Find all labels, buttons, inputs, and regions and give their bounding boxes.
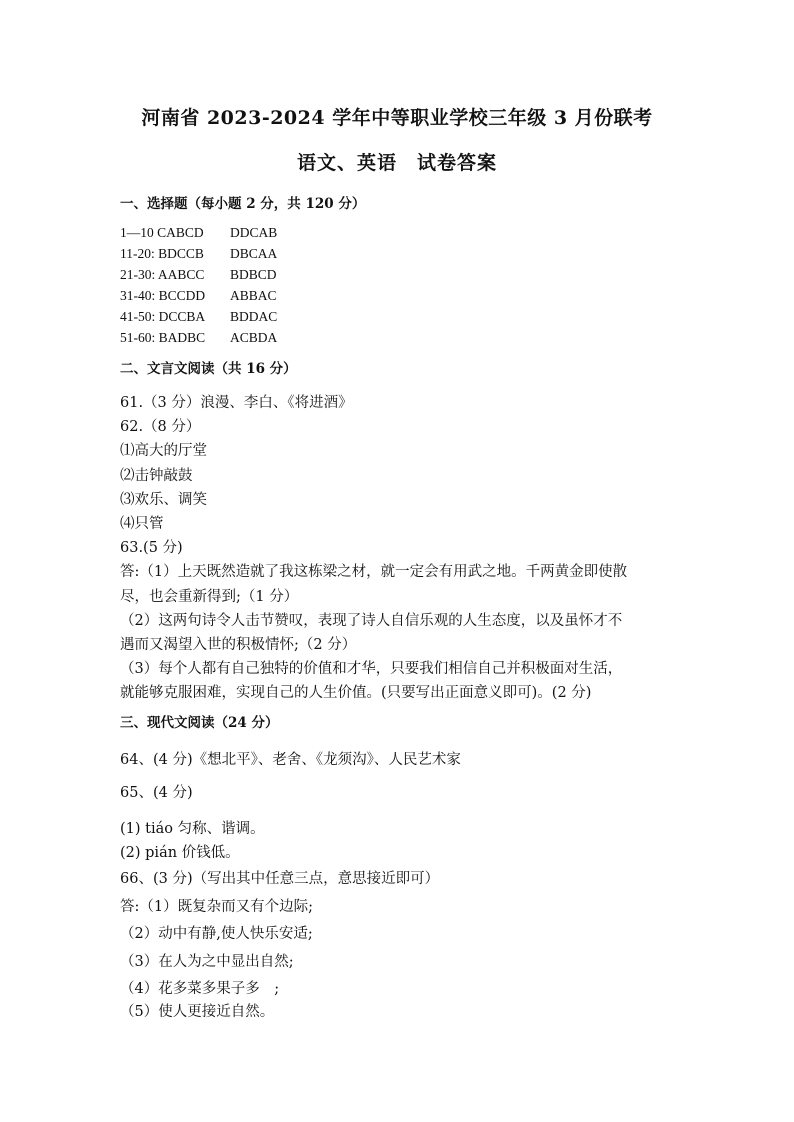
- answer-line: （4）花多菜多果子多 ;: [120, 981, 280, 997]
- section-heading-modern-reading: 三、现代文阅读（24 分）: [120, 715, 279, 731]
- answer-line: （2）动中有静,使人快乐安适;: [120, 926, 313, 942]
- answer-line-q64: 64、(4 分)《想北平》、老舍、《龙须沟》、人民艺术家: [120, 752, 461, 768]
- answer-row: 21-30: AABCC BDBCD: [120, 267, 277, 282]
- answer-row: 51-60: BADBC ACBDA: [120, 330, 278, 345]
- answer-line: 就能够克服困难，实现自己的人生价值。(只要写出正面意义即可)。(2 分): [120, 685, 592, 702]
- section-heading-multiple-choice: 一、选择题（每小题 2 分，共 120 分）: [120, 196, 366, 212]
- answer-line: 答:（1）上天既然造就了我这栋梁之材，就一定会有用武之地。千两黄金即使散: [120, 564, 628, 581]
- answer-line-q65: 65、(4 分): [120, 785, 193, 801]
- answer-line-q65-1: (1) tiáo 匀称、谐调。: [120, 821, 265, 837]
- answer-row: 41-50: DCCBA BDDAC: [120, 309, 278, 324]
- answer-row: 11-20: BDCCB DBCAA: [120, 246, 278, 261]
- answer-line: （2）这两句诗令人击节赞叹，表现了诗人自信乐观的人生态度，以及虽怀才不: [120, 612, 623, 629]
- answer-line: 遇而又渴望入世的积极情怀;（2 分）: [120, 636, 357, 653]
- section-heading-classical-reading: 二、文言文阅读（共 16 分）: [120, 361, 297, 377]
- multiple-choice-answers: [120, 222, 277, 348]
- answer-line-q66: 66、(3 分)（写出其中任意三点，意思接近即可）: [120, 871, 440, 887]
- page-title: 河南省 2023-2024 学年中等职业学校三年级 3 月份联考: [141, 107, 653, 129]
- answer-line: 63.(5 分): [120, 540, 183, 557]
- answer-line: ⑷只管: [120, 515, 164, 532]
- answer-line-q65-2: (2) pián 价钱低。: [120, 845, 240, 861]
- page-subtitle: 语文、英语 试卷答案: [296, 152, 497, 174]
- answer-line: ⑴高大的厅堂: [120, 443, 207, 460]
- answer-line: （3）每个人都有自己独特的价值和才华，只要我们相信自己并积极面对生活，: [120, 661, 623, 678]
- answer-line: （3）在人为之中显出自然;: [120, 954, 294, 970]
- answer-line: 尽，也会重新得到;（1 分）: [120, 588, 299, 605]
- answer-row: 31-40: BCCDD ABBAC: [120, 288, 277, 303]
- answer-line: ⑵击钟敲鼓: [120, 467, 193, 484]
- answer-row: 1—10 CABCD DDCAB: [120, 225, 278, 240]
- answer-line: 62.（8 分）: [120, 419, 201, 436]
- answer-line: ⑶欢乐、调笑: [120, 491, 207, 508]
- answer-line: （5）使人更接近自然。: [120, 1004, 275, 1020]
- classical-reading-answers: [120, 391, 680, 705]
- answer-line: 答:（1）既复杂而又有个边际;: [120, 899, 313, 915]
- answer-line: 61.（3 分）浪漫、李白、《将进酒》: [120, 395, 353, 411]
